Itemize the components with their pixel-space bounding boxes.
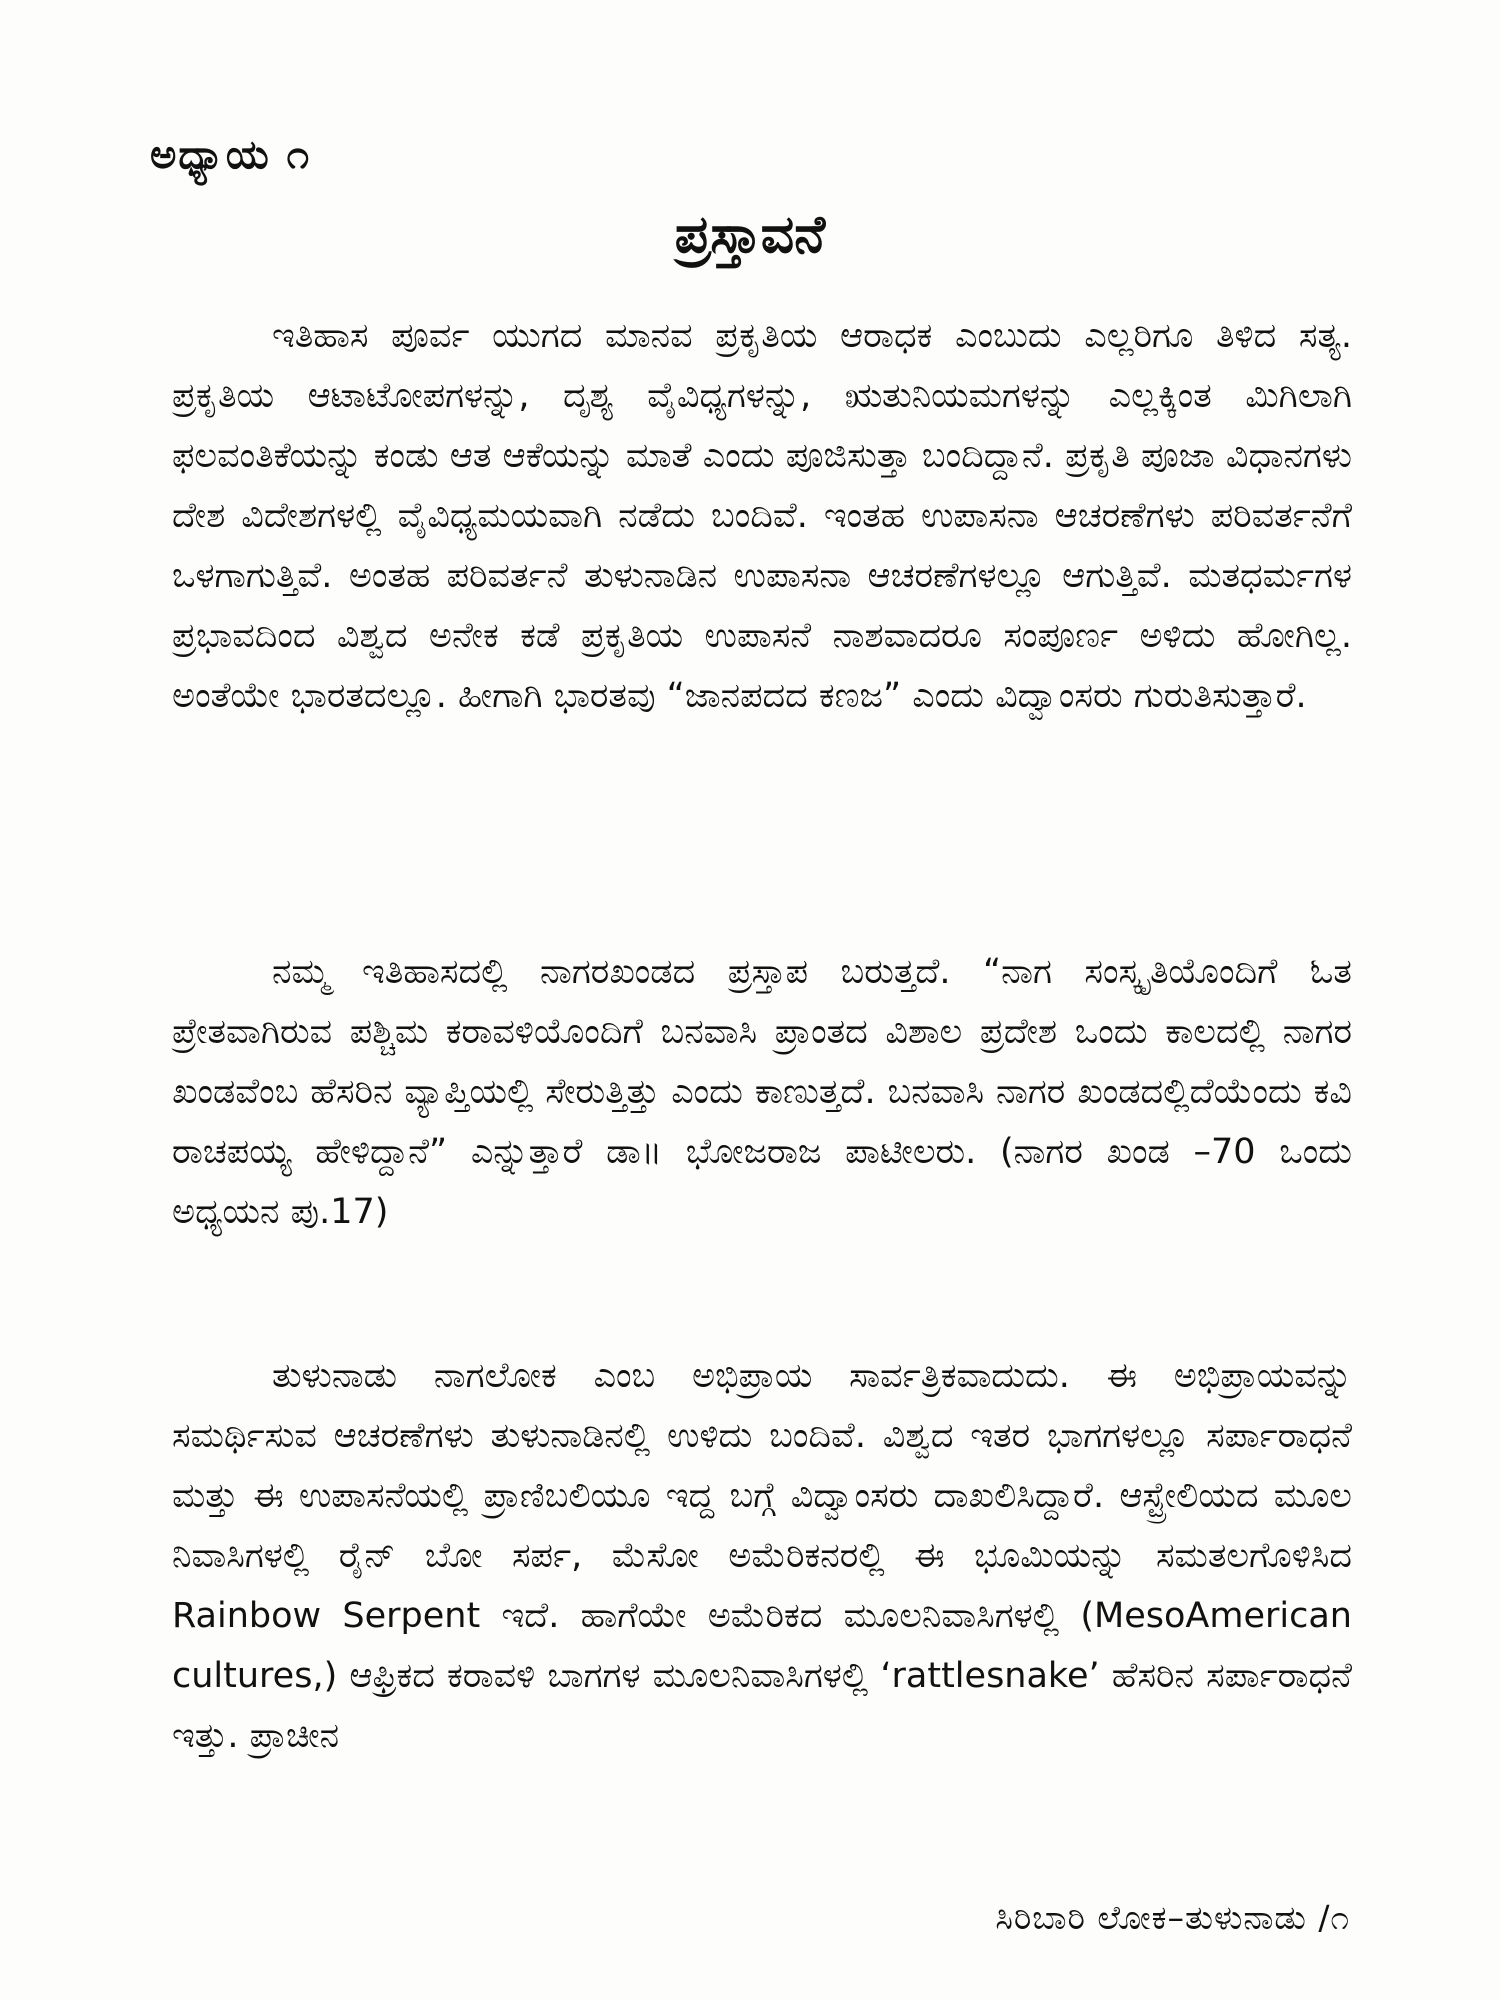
paragraph-2: ನಮ್ಮ ಇತಿಹಾಸದಲ್ಲಿ ನಾಗರಖಂಡದ ಪ್ರಸ್ತಾಪ ಬರುತ್ತದೆ. “ನಾಗ ಸಂಸ್ಕೃತಿಯೊಂದಿಗೆ ಓತ ಪ್ರೇತವಾಗಿರುವ ಪಶ್ಚಿಮ ಕರಾವಳಿಯೊಂದಿಗೆ ಬನವಾಸಿ ಪ್ರಾಂತದ ವಿಶಾಲ ಪ್ರದೇಶ ಒಂದು ಕಾಲದಲ್ಲಿ ನಾಗರ ಖಂಡವೆಂಬ ಹೆಸರಿನ ವ್ಯಾಪ್ತಿಯಲ್ಲಿ ಸೇರುತ್ತಿತ್ತು ಎಂದು ಕಾಣುತ್ತದೆ. ಬನವಾಸಿ ನಾಗರ ಖಂಡದಲ್ಲಿದೆಯೆಂದು ಕವಿ ರಾಚಪಯ್ಯ ಹೇಳಿದ್ದಾನೆ” ಎನ್ನುತ್ತಾರೆ ಡಾ॥ ಭೋಜರಾಜ ಪಾಟೀಲರು. (ನಾಗರ ಖಂಡ –70 ಒಂದು ಅಧ್ಯಯನ ಪು.17) — [172, 952, 1352, 1232]
page-footer: ಸಿರಿಬಾರಿ ಲೋಕ–ತುಳುನಾಡು /೧ — [995, 1898, 1350, 1937]
body-section-3 — [172, 1346, 1352, 1766]
paragraph-3: ತುಳುನಾಡು ನಾಗಲೋಕ ಎಂಬ ಅಭಿಪ್ರಾಯ ಸಾರ್ವತ್ರಿಕವಾದುದು. ಈ ಅಭಿಪ್ರಾಯವನ್ನು ಸಮರ್ಥಿಸುವ ಆಚರಣೆಗಳು ತುಳುನಾಡಿನಲ್ಲಿ ಉಳಿದು ಬಂದಿವೆ. ವಿಶ್ವದ ಇತರ ಭಾಗಗಳಲ್ಲೂ ಸರ್ಪಾರಾಧನೆ ಮತ್ತು ಈ ಉಪಾಸನೆಯಲ್ಲಿ ಪ್ರಾಣಿಬಲಿಯೂ ಇದ್ದ ಬಗ್ಗೆ ವಿದ್ವಾಂಸರು ದಾಖಲಿಸಿದ್ದಾರೆ. ಆಸ್ಟ್ರೇಲಿಯದ ಮೂಲ ನಿವಾಸಿಗಳಲ್ಲಿ ರೈನ್ ಬೋ ಸರ್ಪ, ಮೆಸೋ ಅಮೆರಿಕನರಲ್ಲಿ ಈ ಭೂಮಿಯನ್ನು ಸಮತಲಗೊಳಿಸಿದ Rainbow Serpent ಇದೆ. ಹಾಗೆಯೇ ಅಮೆರಿಕದ ಮೂಲನಿವಾಸಿಗಳಲ್ಲಿ (MesoAmerican cultures,) ಆಫ್ರಿಕದ ಕರಾವಳಿ ಬಾಗಗಳ ಮೂಲನಿವಾಸಿಗಳಲ್ಲಿ ‘rattlesnake’ ಹೆಸರಿನ ಸರ್ಪಾರಾಧನೆ ಇತ್ತು. ಪ್ರಾಚೀನ — [172, 1356, 1352, 1756]
chapter-label: ಅಧ್ಯಾಯ ೧ — [150, 132, 312, 178]
body-section-2 — [172, 942, 1352, 1242]
body-section-1 — [172, 306, 1352, 726]
paragraph-1: ಇತಿಹಾಸ ಪೂರ್ವ ಯುಗದ ಮಾನವ ಪ್ರಕೃತಿಯ ಆರಾಧಕ ಎಂಬುದು ಎಲ್ಲರಿಗೂ ತಿಳಿದ ಸತ್ಯ. ಪ್ರಕೃತಿಯ ಆಟಾಟೋಪಗಳನ್ನು, ದೃಶ್ಯ ವೈವಿಧ್ಯಗಳನ್ನು, ಋತುನಿಯಮಗಳನ್ನು ಎಲ್ಲಕ್ಕಿಂತ ಮಿಗಿಲಾಗಿ ಫಲವಂತಿಕೆಯನ್ನು ಕಂಡು ಆತ ಆಕೆಯನ್ನು ಮಾತೆ ಎಂದು ಪೂಜಿಸುತ್ತಾ ಬಂದಿದ್ದಾನೆ. ಪ್ರಕೃತಿ ಪೂಜಾ ವಿಧಾನಗಳು ದೇಶ ವಿದೇಶಗಳಲ್ಲಿ ವೈವಿಧ್ಯಮಯವಾಗಿ ನಡೆದು ಬಂದಿವೆ. ಇಂತಹ ಉಪಾಸನಾ ಆಚರಣೆಗಳು ಪರಿವರ್ತನೆಗೆ ಒಳಗಾಗುತ್ತಿವೆ. ಅಂತಹ ಪರಿವರ್ತನೆ ತುಳುನಾಡಿನ ಉಪಾಸನಾ ಆಚರಣೆಗಳಲ್ಲೂ ಆಗುತ್ತಿವೆ. ಮತಧರ್ಮಗಳ ಪ್ರಭಾವದಿಂದ ವಿಶ್ವದ ಅನೇಕ ಕಡೆ ಪ್ರಕೃತಿಯ ಉಪಾಸನೆ ನಾಶವಾದರೂ ಸಂಪೂರ್ಣ ಅಳಿದು ಹೋಗಿಲ್ಲ. ಅಂತೆಯೇ ಭಾರತದಲ್ಲೂ. ಹೀಗಾಗಿ ಭಾರತವು “ಜಾನಪದದ ಕಣಜ” ಎಂದು ವಿದ್ವಾಂಸರು ಗುರುತಿಸುತ್ತಾರೆ. — [172, 316, 1352, 716]
page-title: ಪ್ರಸ್ತಾವನೆ — [674, 205, 826, 265]
